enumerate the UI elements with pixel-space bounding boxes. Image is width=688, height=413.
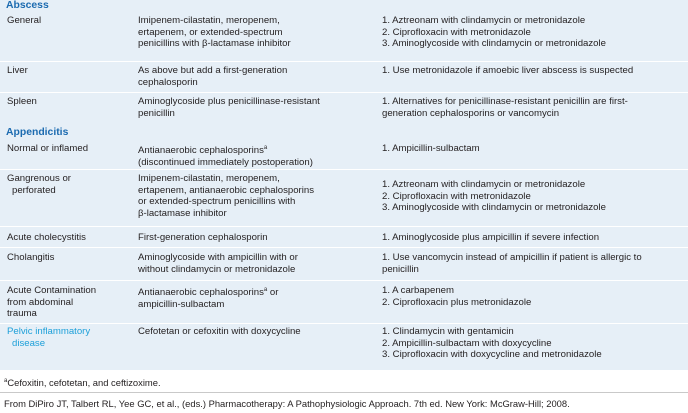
primary-cell: Cefotetan or cefoxitin with doxycycline [138, 326, 301, 337]
row-divider [0, 61, 688, 62]
footnote-marker: a [263, 145, 268, 151]
row-divider [0, 169, 688, 170]
condition-cell: Cholangitis [7, 252, 55, 263]
alternatives-cell: 1. Use vancomycin instead of ampicillin if patient is allergic to penicillin [382, 252, 642, 275]
primary-cell: Aminoglycoside with ampicillin with or without clindamycin or metronidazole [138, 252, 298, 275]
condition-cell: Acute cholecystitis [7, 232, 86, 243]
footnote: $^a$Cefoxitin, cefotetan, and ceftizoxime. [4, 377, 161, 388]
condition-cell: Liver [7, 65, 28, 76]
condition-cell: Spleen [7, 96, 37, 107]
primary-cell: Aminoglycoside plus penicillinase-resistant penicillin [138, 96, 320, 119]
source-citation: From DiPiro JT, Talbert RL, Yee GC, et al., (eds.) Pharmacotherapy: A Pathophysiologic Approach. 7th ed. New York: McGraw-Hill; 2008. [4, 398, 570, 409]
primary-cell: Imipenem-cilastatin, meropenem, ertapenem, antianaerobic cephalosporins or extended-spectrum penicillins with β-lactamase inhibitor [138, 173, 314, 219]
condition-cell: Normal or inflamed [7, 143, 89, 154]
primary-cell: As above but add a first-generation cephalosporin [138, 65, 288, 88]
condition-cell: Gangrenous or perforated [7, 173, 71, 196]
condition-cell: General [7, 15, 42, 26]
row-divider [0, 280, 688, 281]
footnote-marker: a [263, 287, 268, 293]
row-divider [0, 92, 688, 93]
primary-cell: First-generation cephalosporin [138, 232, 268, 243]
condition-cell: Pelvic inflammatory disease [7, 326, 91, 349]
primary-cell: Antianaerobic cephalosporins$^a$ or ampicillin-sulbactam [138, 287, 279, 310]
row-divider [0, 247, 688, 248]
primary-cell: Antianaerobic cephalosporins$^a$ (discontinued immediately postoperation) [138, 145, 313, 168]
section-heading-appendicitis: Appendicitis [6, 127, 69, 138]
alternatives-cell: 1. Alternatives for penicillinase-resistant penicillin are first- generation cephalosporins or vancomycin [382, 96, 628, 119]
alternatives-cell: 1. Aztreonam with clindamycin or metronidazole 2. Ciprofloxacin with metronidazole 3. Aminoglycoside with clindamycin or metronidazole [382, 15, 606, 50]
alternatives-cell: 1. Ampicillin-sulbactam [382, 143, 480, 154]
footnote-divider [0, 392, 688, 393]
alternatives-cell: 1. Aminoglycoside plus ampicillin if severe infection [382, 232, 600, 243]
alternatives-cell: 1. Aztreonam with clindamycin or metronidazole 2. Ciprofloxacin with metronidazole 3. Aminoglycoside with clindamycin or metronidazole [382, 179, 606, 214]
section-heading-abscess: Abscess [6, 0, 49, 11]
row-divider [0, 323, 688, 324]
alternatives-cell: 1. A carbapenem 2. Ciprofloxacin plus metronidazole [382, 285, 532, 308]
primary-cell: Imipenem-cilastatin, meropenem, ertapenem, or extended-spectrum penicillins with β-lactamase inhibitor [138, 15, 291, 50]
alternatives-cell: 1. Use metronidazole if amoebic liver abscess is suspected [382, 65, 634, 76]
condition-cell: Acute Contamination from abdominal trauma [7, 285, 97, 320]
row-divider [0, 226, 688, 227]
alternatives-cell: 1. Clindamycin with gentamicin 2. Ampicillin-sulbactam with doxycycline 3. Ciprofloxacin with doxycycline and metronidazole [382, 326, 602, 361]
footnote-marker: a [4, 377, 8, 384]
